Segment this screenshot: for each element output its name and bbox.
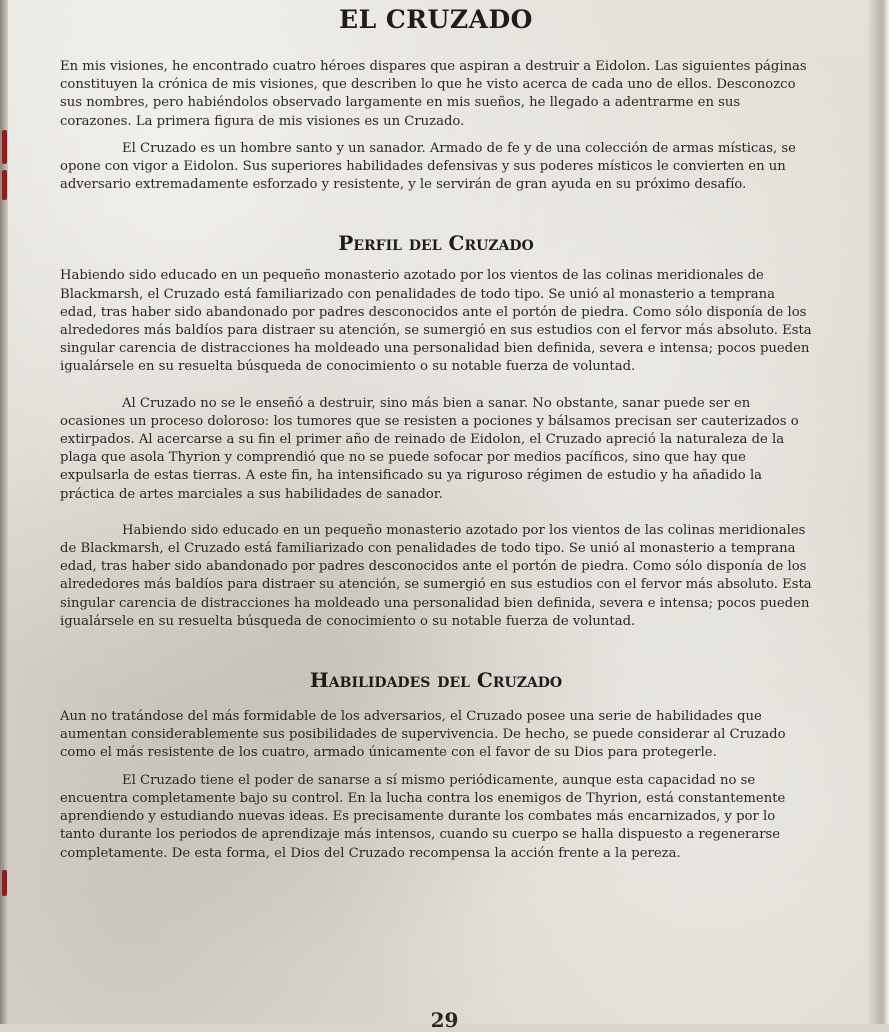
page-title: EL CRUZADO (339, 5, 533, 34)
binding-thread (2, 870, 7, 896)
habilidades-paragraph-2: El Cruzado tiene el poder de sanarse a sí mismo periódicamente, aunque esta capacidad no se encuentra completamente bajo su control. En la lucha contra los enemigos de Thyrion, está constantemente aprendiendo y estudiando nuevas ideas. Es precisamente durante los combates más encarnizados, y por lo tanto durante los periodos de aprendizaje más intensos, cuando su cuerpo se halla dispuesto a regenerarse completamente. De esta forma, el Dios del Cruzado recompensa la acción frente a la pereza. (60, 772, 786, 861)
page-edge (867, 0, 889, 1024)
perfil-paragraph-2: Al Cruzado no se le enseñó a destruir, sino más bien a sanar. No obstante, sanar puede ser en ocasiones un proceso doloroso: los tumores que se resisten a pociones y bálsamos precisan ser cauterizados o extirpados. Al acercarse a su fin el primer año de reinado de Eidolon, el Cruzado apreció la naturaleza de la plaga que asola Thyrion y comprendió que no se puede sofocar por medios pacíficos, sino que hay que expulsarla de estas tierras. A este fin, ha intensificado su ya riguroso régimen de estudio y ha añadido la práctica de artes marciales a sus habilidades de sanador. (60, 395, 799, 502)
binding-thread (2, 130, 7, 164)
perfil-paragraph-3: Habiendo sido educado en un pequeño monasterio azotado por los vientos de las colinas meridionales de Blackmarsh, el Cruzado está familiarizado con penalidades de todo tipo. Se unió al monasterio a temprana edad, tras haber sido abandonado por padres desconocidos ante el portón de piedra. Como sólo disponía de los alrededores más baldíos para distraer su atención, se sumergió en sus estudios con el fervor más absoluto. Esta singular carencia de distracciones ha moldeado una personalidad bien definida, severa e intensa; pocos pueden igualársele en su resuelta búsqueda de conocimiento o su notable fuerza de voluntad. (60, 522, 812, 629)
section-heading-habilidades: Habilidades del Cruzado (309, 668, 563, 693)
intro-paragraph-1: En mis visiones, he encontrado cuatro héroes dispares que aspiran a destruir a Eidolon. Las siguientes páginas constituyen la crónica de mis visiones, que describen lo que he visto acerca de cada uno de ellos. Desconozco sus nombres, pero habiéndolos observado largamente en mis sueños, he llegado a adentrarme en sus corazones. La primera figura de mis visiones es un Cruzado. (60, 59, 807, 129)
binding-thread (2, 170, 7, 200)
page-number: 29 (430, 1008, 459, 1032)
intro-paragraph-2: El Cruzado es un hombre santo y un sanador. Armado de fe y de una colección de armas místicas, se opone con vigor a Eidolon. Sus superiores habilidades defensivas y sus poderes místicos le convierten en un adversario extremadamente esforzado y resistente, y le servirán de gran ayuda en su próximo desafío. (60, 140, 796, 193)
habilidades-paragraph-1: Aun no tratándose del más formidable de los adversarios, el Cruzado posee una serie de habilidades que aumentan considerablemente sus posibilidades de supervivencia. De hecho, se puede considerar al Cruzado como el más resistente de los cuatro, armado únicamente con el favor de su Dios para protegerle. (60, 709, 786, 761)
section-heading-perfil: Perfil del Cruzado (338, 231, 534, 256)
page-content (60, 0, 812, 863)
perfil-paragraph-1: Habiendo sido educado en un pequeño monasterio azotado por los vientos de las colinas meridionales de Blackmarsh, el Cruzado está familiarizado con penalidades de todo tipo. Se unió al monasterio a temprana edad, tras haber sido abandonado por padres desconocidos ante el portón de piedra. Como sólo disponía de los alrededores más baldíos para distraer su atención, se sumergió en sus estudios con el fervor más absoluto. Esta singular carencia de distracciones ha moldeado una personalidad bien definida, severa e intensa; pocos pueden igualársele en su resuelta búsqueda de conocimiento o su notable fuerza de voluntad. (60, 268, 812, 375)
